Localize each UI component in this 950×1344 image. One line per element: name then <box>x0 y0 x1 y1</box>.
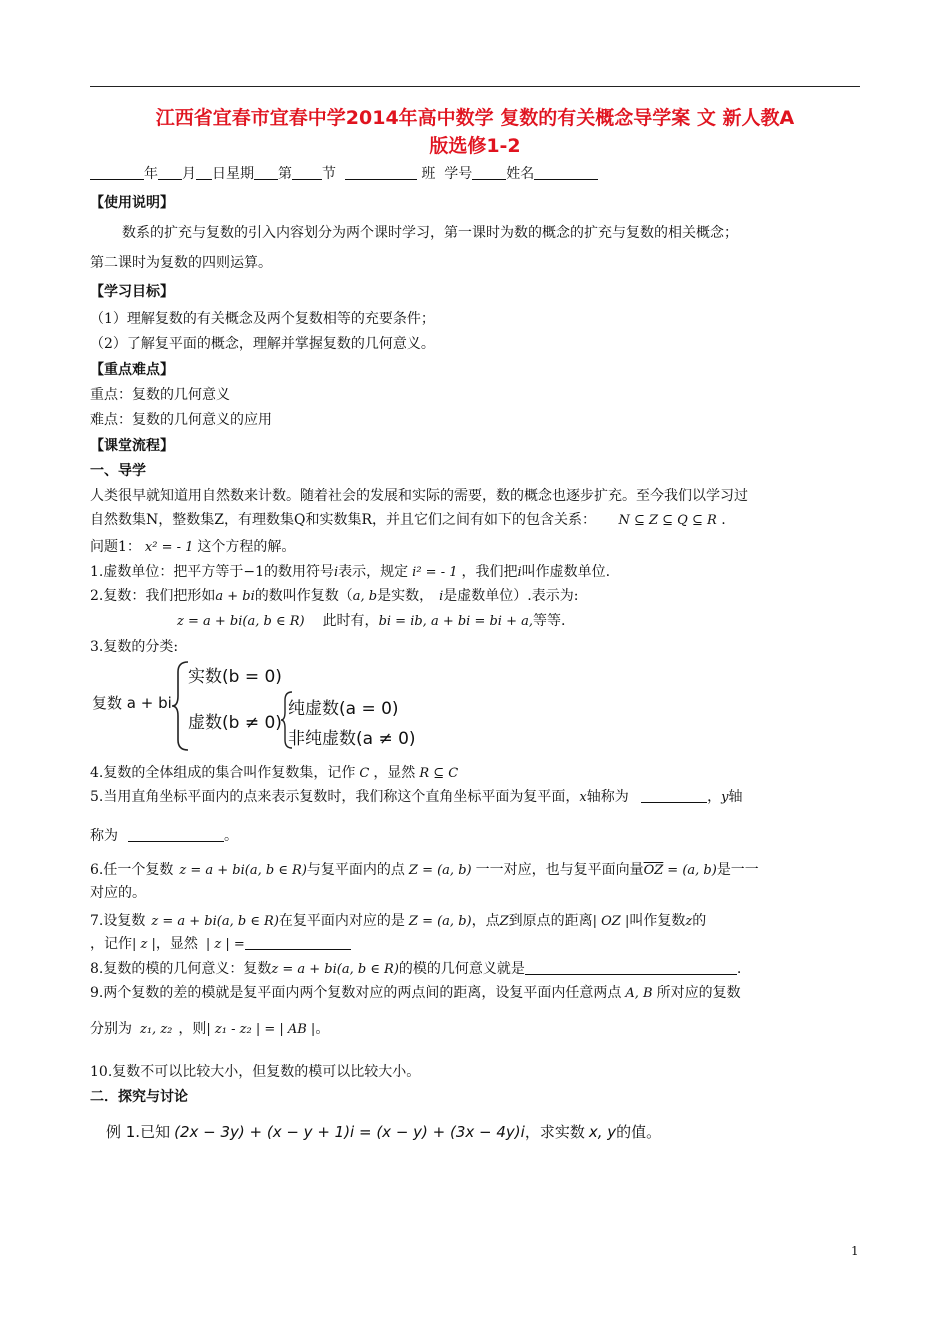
m: Z = (a, b) <box>408 863 472 878</box>
m: C <box>359 766 370 781</box>
t: ，显然 <box>155 936 198 952</box>
t: 的值。 <box>616 1123 662 1141</box>
m: Z = (a, b) <box>408 914 472 929</box>
m: i <box>334 565 339 580</box>
class-label: 班 <box>421 166 436 182</box>
m: x <box>579 790 587 805</box>
m: | OZ | <box>592 914 630 929</box>
t: 叫作复数 <box>629 913 686 929</box>
page-number: 1 <box>851 1244 859 1258</box>
t: ，显然 <box>373 765 416 781</box>
example-1 <box>106 1121 661 1142</box>
t: 叫作虚数单位. <box>521 564 611 580</box>
question-1-text: 这个方程的解。 <box>197 539 296 555</box>
intro-line-2: 自然数集N，整数集Z，有理数集Q和实数集R，并且它们之间有如下的包含关系： N ⊆ Z ⊆ Q ⊆ R . <box>90 512 726 528</box>
t: 在复平面内对应的是 <box>278 913 405 929</box>
point-7-cont <box>90 934 351 955</box>
t: 是实数， <box>377 588 434 604</box>
t: ，点 <box>471 913 500 929</box>
t: ，我们把 <box>461 564 518 580</box>
t: ， <box>707 789 722 805</box>
classification-imaginary: 虚数(b ≠ 0) <box>188 713 282 733</box>
month-label: 月 <box>182 166 196 182</box>
point-10: 10.复数不可以比较大小，但复数的模可以比较大小。 <box>90 1064 421 1080</box>
point-6-cont: 对应的。 <box>90 885 146 901</box>
name-label: 姓名 <box>506 166 535 182</box>
t: 轴称为 <box>586 789 629 805</box>
t: 轴 <box>728 789 743 805</box>
m: z = a + bi(a, b ∈ R) <box>151 914 279 929</box>
m: A, B <box>625 986 653 1001</box>
name-blank[interactable] <box>534 165 598 180</box>
usage-text-2: 第二课时为复数的四则运算。 <box>90 255 272 271</box>
point-5-cont <box>90 826 238 846</box>
t: 到原点的距离 <box>508 913 593 929</box>
point-4 <box>90 763 458 784</box>
t: 4.复数的全体组成的集合叫作复数集，记作 <box>90 765 356 781</box>
period-label-a: 第 <box>278 166 292 182</box>
m: | z₁ - z₂ | = | AB | <box>206 1022 316 1037</box>
t: 9.两个复数的差的模就是复平面内两个复数对应的两点间的距离，设复平面内任意两点 <box>90 985 622 1001</box>
part1-heading: 一、导学 <box>90 463 146 479</box>
geometric-meaning-blank[interactable] <box>525 960 737 975</box>
classification-root: 复数 a + bi <box>92 694 172 712</box>
intro-line-2-text: 自然数集N，整数集Z，有理数集Q和实数集R，并且它们之间有如下的包含关系： <box>90 512 596 528</box>
classification-real: 实数(b = 0) <box>188 667 282 687</box>
m: i <box>517 565 522 580</box>
m: Z <box>499 914 509 929</box>
t: 所对应的复数 <box>656 985 741 1001</box>
t: 。 <box>224 828 238 844</box>
point-9 <box>90 983 741 1004</box>
t: 7.设复数 <box>90 913 146 929</box>
day-label: 日星期 <box>212 166 254 182</box>
m: i <box>439 589 444 604</box>
flow-heading: 【课堂流程】 <box>90 438 174 454</box>
month-blank[interactable] <box>158 165 182 180</box>
t: 的 <box>692 913 707 929</box>
t: 1.虚数单位：把平方等于−1的数用符号 <box>90 564 334 580</box>
key-heading: 【重点难点】 <box>90 362 174 378</box>
m: a + bi <box>215 589 255 604</box>
t: 等等. <box>533 613 566 629</box>
point-7 <box>90 911 706 932</box>
class-blank[interactable] <box>345 165 417 180</box>
point-6 <box>90 860 759 881</box>
number-label: 学号 <box>444 166 473 182</box>
weekday-blank[interactable] <box>254 165 278 180</box>
document-title-line2: 版选修1-2 <box>429 135 521 157</box>
t: 8.复数的模的几何意义：复数 <box>90 961 272 977</box>
key-point: 重点：复数的几何意义 <box>90 387 230 403</box>
m: z <box>685 914 693 929</box>
t: 此时有， <box>322 613 379 629</box>
goal-1: （1）理解复数的有关概念及两个复数相等的充要条件； <box>90 311 435 327</box>
intro-line-1: 人类很早就知道用自然数来计数。随着社会的发展和实际的需要，数的概念也逐步扩充。至今我们以学习过 <box>90 488 748 504</box>
document-title-line1: 江西省宜春市宜春中学2014年高中数学 复数的有关概念导学案 文 新人教A <box>155 107 795 129</box>
t: 一一对应，也与复平面向量 <box>475 862 644 878</box>
m: bi = ib, a + bi = bi + a, <box>378 614 534 629</box>
year-blank[interactable] <box>90 165 144 180</box>
complex-classification-diagram <box>92 660 432 752</box>
usage-text-1: 数系的扩充与复数的引入内容划分为两个课时学习，第一课时为数的概念的扩充与复数的相关概念； <box>122 225 738 241</box>
t: 与复平面内的点 <box>306 862 405 878</box>
m: y <box>721 790 729 805</box>
m: z = a + bi(a, b ∈ R) <box>271 962 399 977</box>
m: z₁, z₂ <box>140 1022 173 1037</box>
equation-x-squared: x² = - 1 <box>144 540 194 555</box>
part2-heading: 二．探究与讨论 <box>90 1089 188 1105</box>
header-rule <box>90 86 860 87</box>
m: | z | <box>132 937 156 952</box>
m: x, y <box>588 1123 617 1141</box>
t: 的模的几何意义就是 <box>398 961 525 977</box>
t: 是虚数单位）.表示为: <box>443 588 579 604</box>
t: 表示，规定 <box>338 564 409 580</box>
m: (2x − 3y) + (x − y + 1)i = (x − y) + (3x − 4y)i <box>174 1123 525 1141</box>
question-1-label: 问题1： <box>90 539 141 555</box>
goals-heading: 【学习目标】 <box>90 284 174 300</box>
classification-pure-imaginary: 纯虚数(a = 0) <box>288 699 399 719</box>
real-axis-blank[interactable] <box>641 788 707 803</box>
modulus-blank[interactable] <box>245 935 351 950</box>
period-blank[interactable] <box>292 165 322 180</box>
usage-heading: 【使用说明】 <box>90 195 174 211</box>
year-label: 年 <box>144 166 158 182</box>
number-blank[interactable] <box>472 165 506 180</box>
t: 6.任一个复数 <box>90 862 174 878</box>
point-9-cont <box>90 1019 329 1040</box>
student-info-line <box>90 164 598 184</box>
t: 例 1.已知 <box>106 1123 171 1141</box>
question-1 <box>90 537 295 558</box>
m: = (a, b) <box>667 863 717 878</box>
t: 称为 <box>90 828 118 844</box>
period-label-b: 节 <box>322 166 336 182</box>
m: i² = - 1 <box>412 565 458 580</box>
set-inclusion: N ⊆ Z ⊆ Q ⊆ R <box>618 513 717 528</box>
t: ，记作 <box>90 936 132 952</box>
t: 分别为 <box>90 1021 132 1037</box>
point-2 <box>90 586 578 607</box>
t: 的数叫作复数（ <box>254 588 353 604</box>
m: a, b <box>352 589 378 604</box>
t: 是一一 <box>716 862 759 878</box>
m: z = a + bi(a, b ∈ R) <box>179 863 307 878</box>
t: ，则 <box>178 1021 207 1037</box>
left-brace-icon <box>170 660 190 752</box>
m: $\overline{OZ}$ <box>643 863 664 878</box>
point-8 <box>90 959 741 980</box>
goal-2: （2）了解复平面的概念，理解并掌握复数的几何意义。 <box>90 336 435 352</box>
t: 2.复数：我们把形如 <box>90 588 216 604</box>
m: R ⊆ C <box>419 766 459 781</box>
t: 。 <box>315 1021 330 1037</box>
point-5 <box>90 787 743 808</box>
difficult-point: 难点：复数的几何意义的应用 <box>90 412 272 428</box>
day-blank[interactable] <box>196 165 212 180</box>
t: 5.当用直角坐标平面内的点来表示复数时，我们称这个直角坐标平面为复平面， <box>90 789 580 805</box>
classification-non-pure-imaginary: 非纯虚数(a ≠ 0) <box>288 729 416 749</box>
t: ，求实数 <box>524 1123 585 1141</box>
point-3: 3.复数的分类: <box>90 639 179 655</box>
point-2-formula <box>177 611 565 632</box>
m: z = a + bi(a, b ∈ R) <box>177 614 305 629</box>
imaginary-axis-blank[interactable] <box>128 827 224 842</box>
point-1 <box>90 562 610 583</box>
t: . <box>736 961 742 977</box>
m: | z | = <box>205 937 245 952</box>
